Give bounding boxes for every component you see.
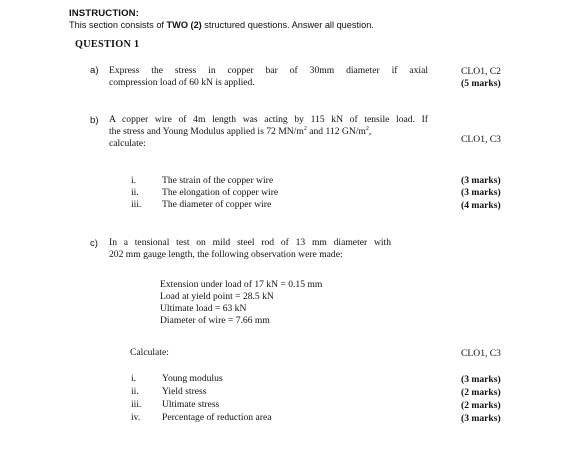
part-b-item-3-marks: (4 marks) [461, 200, 501, 211]
part-c-item-2-marks: (2 marks) [461, 387, 501, 398]
instruction-question-count: TWO (2) [166, 20, 202, 30]
part-b-modulus-text: and 112 GN/m [306, 125, 366, 137]
part-b-line-1: A copper wire of 4m length was acting by 115 kN of tensile load. If [109, 114, 428, 125]
part-b-label: b) [90, 115, 99, 126]
part-b-item-1-marks: (3 marks) [461, 175, 501, 186]
part-b-superscript-2: 2 [365, 125, 369, 132]
part-b-item-3-numeral: iii. [131, 199, 142, 210]
instruction-text [69, 20, 374, 32]
instruction-heading: INSTRUCTION: [69, 8, 139, 19]
part-c-item-4-text: Percentage of reduction area [162, 412, 272, 423]
observation-line: Diameter of wire = 7.66 mm [160, 315, 270, 326]
part-a-line-1: Express the stress in copper bar of 30mm diameter if axial [109, 65, 428, 76]
part-a-line-2: compression load of 60 kN is applied. [109, 76, 255, 88]
part-a-question [109, 65, 428, 89]
part-b-line-3: calculate: [109, 137, 146, 149]
part-c-item-2-numeral: ii. [131, 386, 139, 397]
part-b-item-2-numeral: ii. [131, 187, 139, 198]
instruction-prefix: This section consists of [69, 20, 167, 30]
part-b-item-1-numeral: i. [131, 175, 137, 186]
part-b-question [109, 114, 428, 150]
instruction-suffix: structured questions. Answer all question. [201, 20, 374, 30]
part-a-clo: CLO1, C2 [461, 66, 501, 77]
part-c-clo: CLO1, C3 [461, 348, 501, 359]
part-b-stress-text: the stress and Young Modulus applied is 72 MN/m [109, 125, 304, 137]
part-b-comma: , [368, 125, 372, 137]
part-b-item-2-text: The elongation of copper wire [162, 187, 279, 198]
part-b-clo: CLO1, C3 [461, 134, 501, 145]
part-c-item-1-marks: (3 marks) [461, 374, 501, 385]
part-c-question [109, 237, 391, 261]
observation-line: Ultimate load = 63 kN [160, 303, 247, 314]
part-c-item-4-marks: (3 marks) [461, 413, 501, 424]
part-c-item-3-text: Ultimate stress [162, 399, 220, 410]
part-b-item-2-marks: (3 marks) [461, 187, 501, 198]
part-c-calculate: Calculate: [130, 347, 169, 358]
part-c-label: c) [90, 238, 98, 249]
part-c-item-1-text: Young modulus [162, 373, 223, 384]
part-c-item-3-numeral: iii. [131, 399, 142, 410]
part-b-item-1-text: The strain of the copper wire [162, 175, 274, 186]
part-c-line-2: 202 mm gauge length, the following observation were made: [109, 248, 343, 260]
question-title: QUESTION 1 [75, 39, 140, 50]
observation-line: Extension under load of 17 kN = 0.15 mm [160, 279, 323, 290]
part-b-line-2 [109, 126, 428, 138]
part-c-item-2-text: Yield stress [162, 386, 207, 397]
part-b-superscript-1: 2 [303, 125, 307, 132]
part-b-item-3-text: The diameter of copper wire [162, 199, 272, 210]
part-c-item-1-numeral: i. [131, 373, 137, 384]
part-c-line-1: In a tensional test on mild steel rod of 13 mm diameter with [109, 237, 391, 248]
part-c-item-4-numeral: iv. [131, 412, 141, 423]
part-c-item-3-marks: (2 marks) [461, 400, 501, 411]
part-a-marks: (5 marks) [461, 78, 501, 89]
part-a-label: a) [90, 65, 99, 76]
observation-line: Load at yield point = 28.5 kN [160, 291, 274, 302]
